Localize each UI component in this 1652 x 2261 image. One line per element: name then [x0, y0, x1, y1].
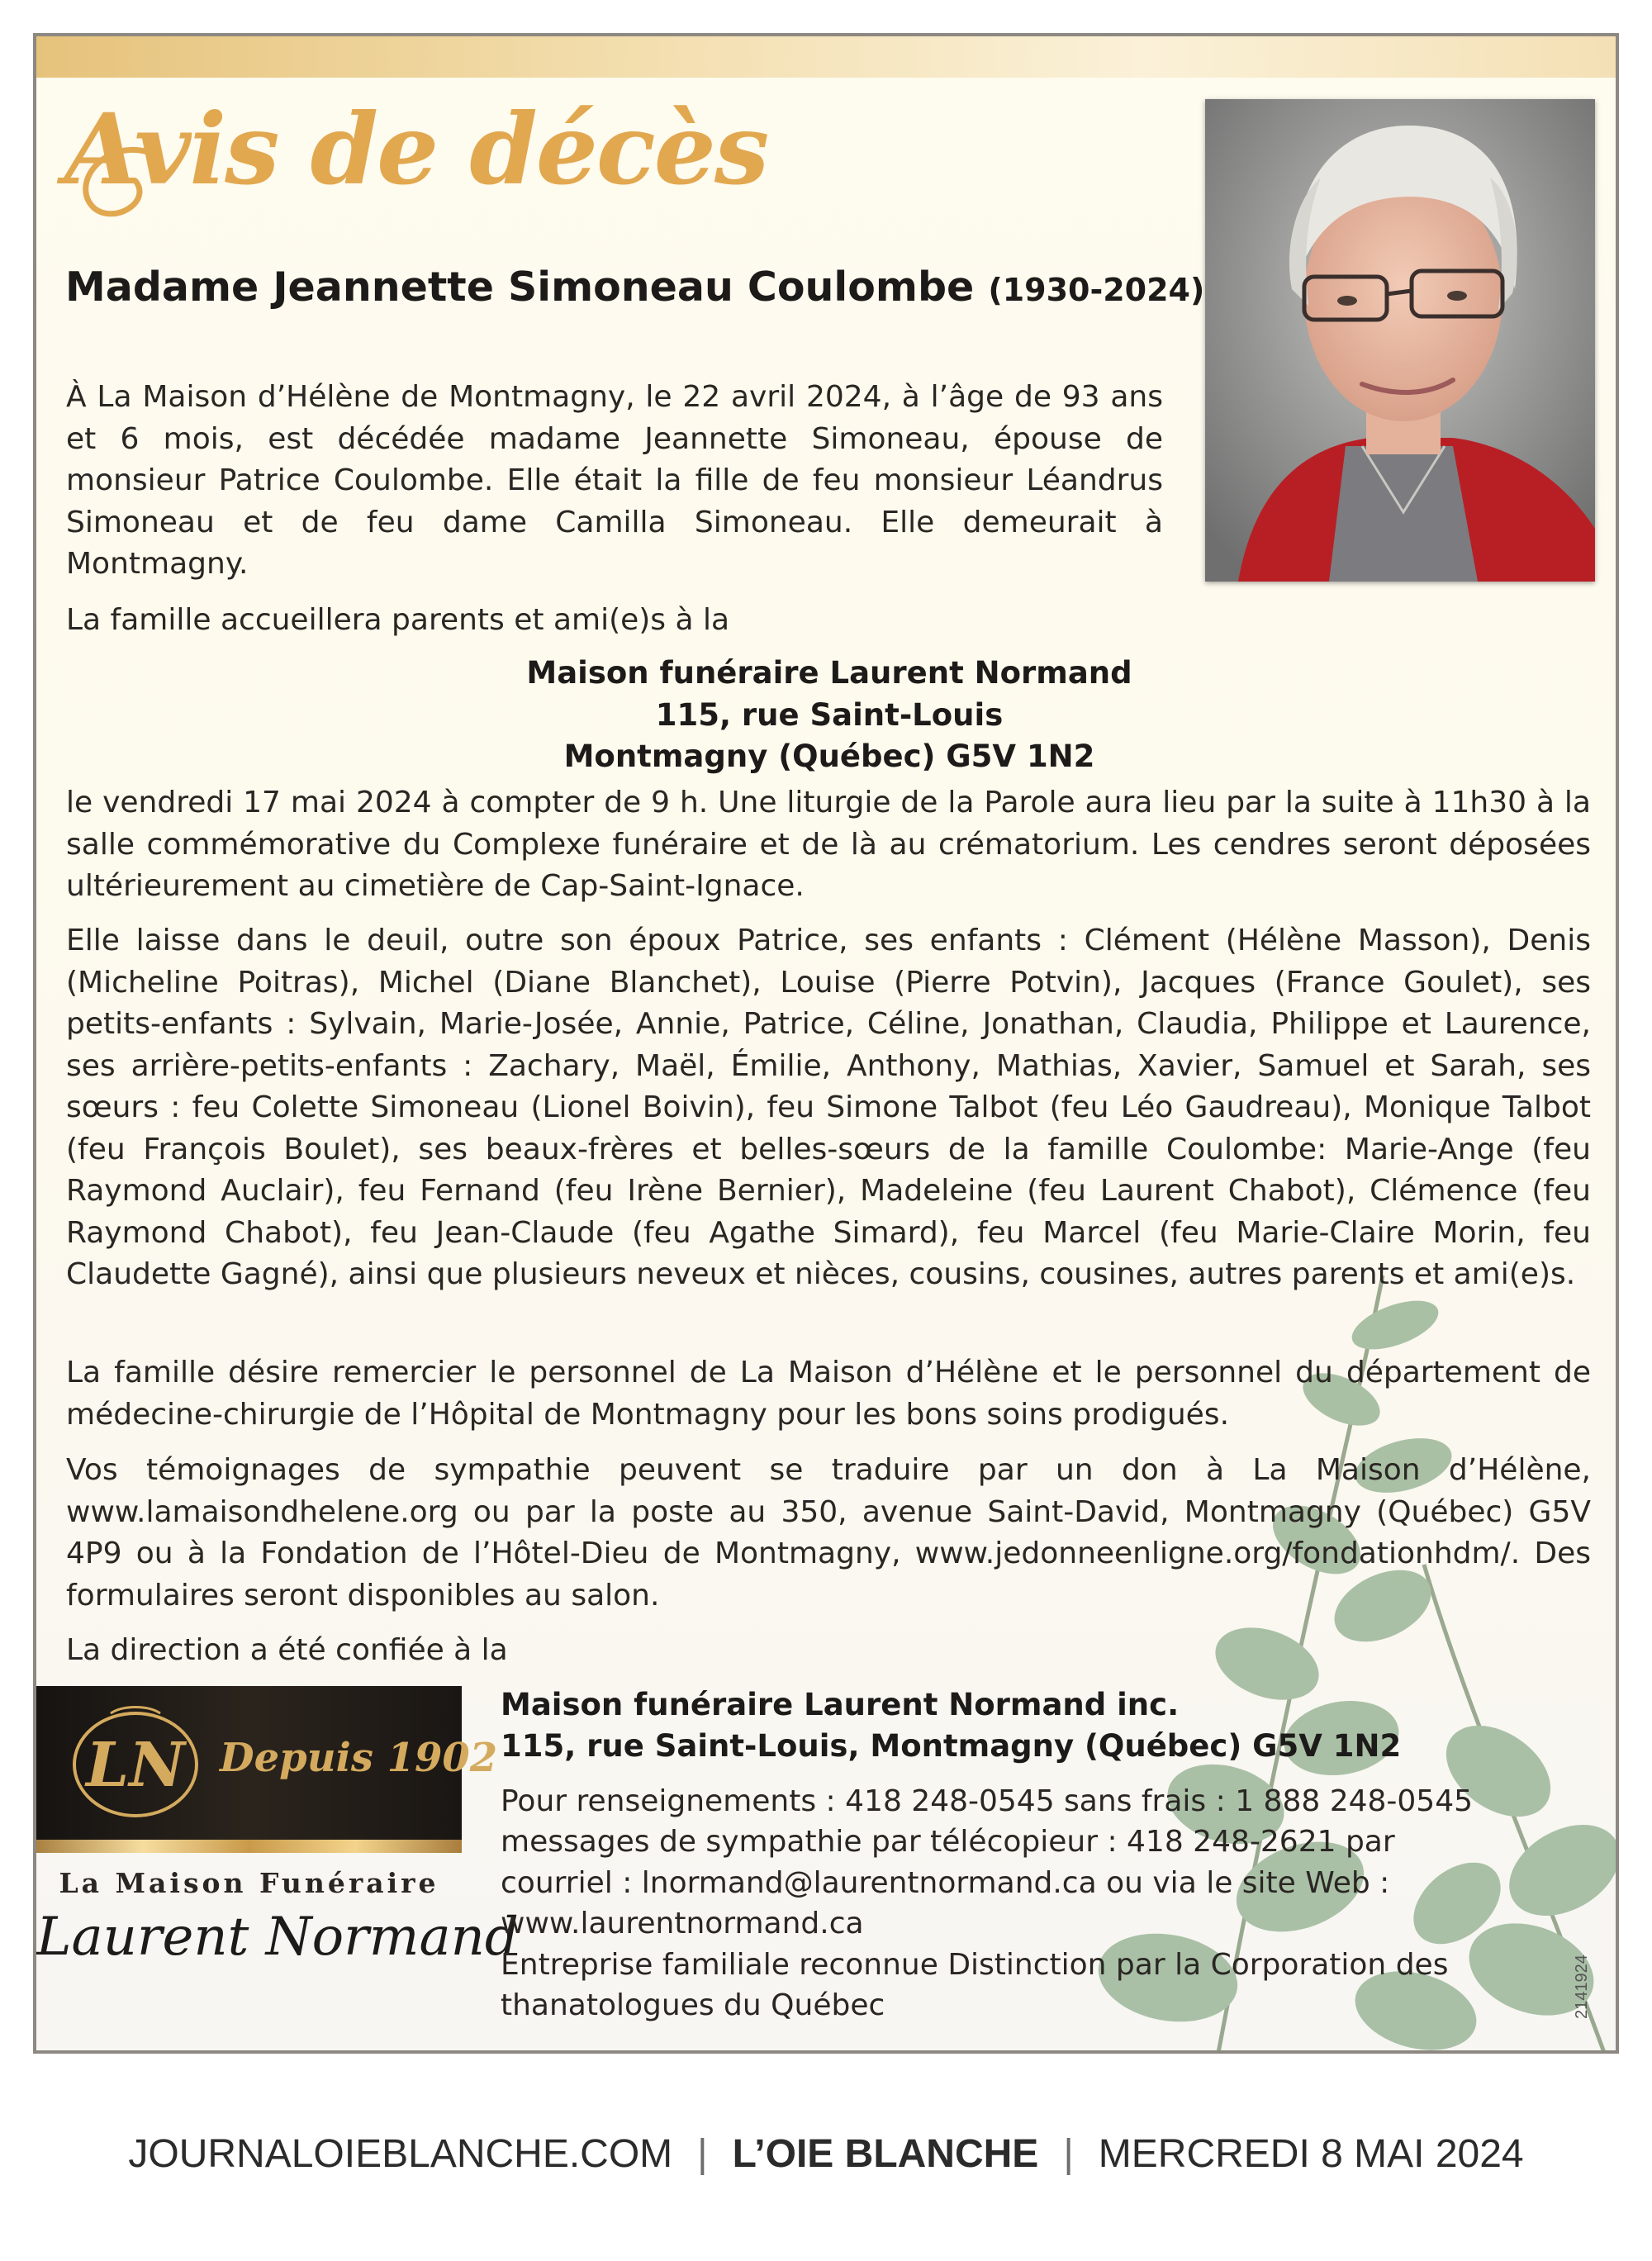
ln-monogram-icon: [61, 1697, 210, 1829]
contact-line: www.laurentnormand.ca: [501, 1907, 864, 1940]
ln-monogram-text: LN: [86, 1730, 185, 1801]
paragraph-death-details: À La Maison d’Hélène de Montmagny, le 22 avril 2024, à l’âge de 93 ans et 6 mois, est décédée madame Jeannette Simoneau, épouse de monsieur Patrice Coulombe. Elle était la fille de feu monsieur Léandrus Simoneau et de feu dame Camilla Simoneau. Elle demeurait à Montmagny.: [66, 380, 1163, 581]
logo-line-name: Laurent Normand: [36, 1907, 519, 1968]
paragraph-visitation-details: le vendredi 17 mai 2024 à compter de 9 h. Une liturgie de la Parole aura lieu par la suite à 11h30 à la salle commémorative du Complexe funéraire et de là au crématorium. Les cendres seront déposées ultérieurement au cimetière de Cap-Saint-Ignace.: [66, 786, 1591, 903]
deceased-years: (1930-2024): [988, 272, 1205, 308]
footer-separator: |: [697, 2132, 708, 2176]
logo-gold-strip: [36, 1840, 462, 1853]
portrait-photo: [1205, 99, 1595, 582]
paragraph-direction: La direction a été confiée à la: [66, 1633, 508, 1667]
venue-city: Montmagny (Québec) G5V 1N2: [563, 739, 1095, 774]
deceased-full-name: Madame Jeannette Simoneau Coulombe: [65, 264, 975, 311]
notice-title: Avis de décès: [64, 92, 768, 207]
gold-header-band: [36, 36, 1616, 78]
footer-date: MERCREDI 8 MAI 2024: [1098, 2132, 1524, 2176]
obituary-card: [33, 33, 1619, 2054]
venue-name: Maison funéraire Laurent Normand: [526, 655, 1132, 691]
logo-line-maison: La Maison Funéraire: [59, 1867, 439, 1899]
funeral-home-address: 115, rue Saint-Louis, Montmagny (Québec) G5V 1N2: [501, 1728, 1402, 1764]
funeral-home-name: Maison funéraire Laurent Normand inc.: [501, 1687, 1180, 1722]
footer-paper-name: L’OIE BLANCHE: [732, 2132, 1039, 2176]
contact-line: Pour renseignements : 418 248-0545 sans frais : 1 888 248-0545: [501, 1784, 1474, 1818]
contact-line: thanatologues du Québec: [501, 1988, 885, 2022]
paragraph-family-welcome: La famille accueillera parents et ami(e)s à la: [66, 603, 730, 637]
contact-line: Entreprise familiale reconnue Distinction par la Corporation des: [501, 1948, 1449, 1982]
ad-identifier: 2141924: [1573, 1955, 1591, 2019]
contact-line: messages de sympathie par télécopieur : 418 248-2621 par: [501, 1825, 1395, 1859]
contact-line: courriel : lnormand@laurentnormand.ca ou via le site Web :: [501, 1866, 1390, 1900]
venue-street: 115, rue Saint-Louis: [655, 696, 1004, 733]
paragraph-survivors: Elle laisse dans le deuil, outre son époux Patrice, ses enfants : Clément (Hélène Masson), Denis (Micheline Poitras), Michel (Diane Blanchet), Louise (Pierre Potvin), Jacques (France Goulet), ses petits-enfants : Sylvain, Marie-Josée, Annie, Patrice, Céline, Jonathan, Claudia, Philippe et Laurence, ses arrière-petits-enfants : Zachary, Maël, Émilie, Anthony, Mathias, Xavier, Samuel et Sarah, ses sœurs : feu Colette Simoneau (Lionel Boivin), feu Simone Talbot (feu Léo Gaudreau), Monique Talbot (feu François Boulet), ses beaux-frères et belles-sœurs de la famille Coulombe: Marie-Ange (feu Raymond Auclair), feu Fernand (feu Irène Bernier), Madeleine (feu Laurent Chabot), Clémence (feu Raymond Chabot), feu Jean-Claude (feu Agathe Simard), feu Marcel (feu Marie-Claire Morin, feu Claudette Gagné), ainsi que plusieurs neveux et nièces, cousins, cousines, autres parents et ami(e)s.: [66, 924, 1591, 1291]
deceased-name: [65, 264, 1204, 311]
footer-site: JOURNALOIEBLANCHE.COM: [128, 2132, 673, 2176]
portrait-illustration: [1205, 99, 1595, 582]
footer-separator: |: [1063, 2132, 1074, 2176]
venue-address-block: [36, 653, 1619, 778]
paragraph-thanks: La famille désire remercier le personnel de La Maison d’Hélène et le personnel du département de médecine-chirurgie de l’Hôpital de Montmagny pour les bons soins prodigués.: [66, 1356, 1591, 1432]
paragraph-donations: Vos témoignages de sympathie peuvent se traduire par un don à La Maison d’Hélène, www.lamaisondhelene.org ou par la poste au 350, avenue Saint-David, Montmagny (Québec) G5V 4P9 ou à la Fondation de l’Hôtel-Dieu de Montmagny, www.jedonneenligne.org/fondationhdm/. Des formulaires seront disponibles au salon.: [66, 1453, 1591, 1613]
logo-tagline: Depuis 1902: [220, 1735, 498, 1781]
page-footer: [0, 2131, 1652, 2177]
